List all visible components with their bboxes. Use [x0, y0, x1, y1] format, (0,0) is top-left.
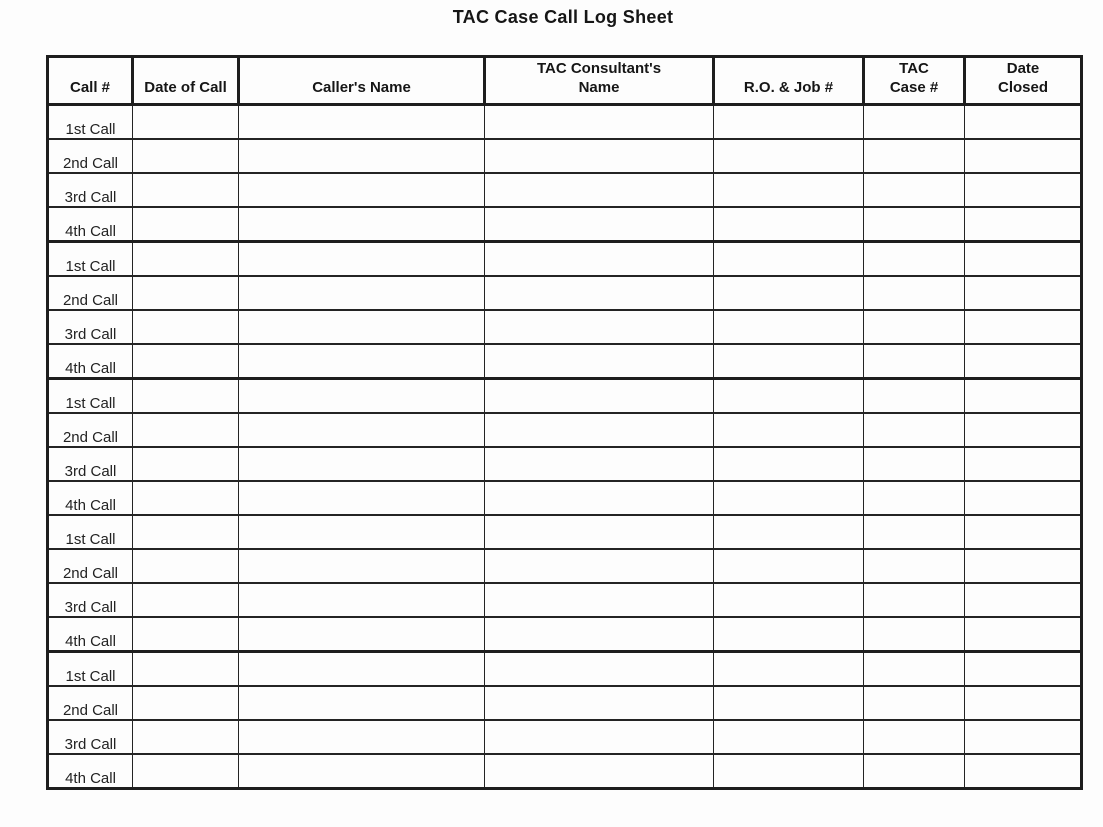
date-of-call-cell	[133, 481, 239, 515]
table-row	[48, 139, 1082, 173]
ro-job-cell	[714, 481, 864, 515]
date-closed-cell	[965, 515, 1082, 549]
callers-name-cell	[239, 651, 485, 686]
ro-job-cell	[714, 241, 864, 276]
table-row	[48, 549, 1082, 583]
header-label: TAC Consultant's	[536, 60, 662, 77]
header-label: TAC	[899, 60, 929, 77]
date-closed-cell	[965, 617, 1082, 652]
date-of-call-cell	[133, 207, 239, 242]
date-closed-cell	[965, 447, 1082, 481]
tac-case-cell	[864, 310, 965, 344]
date-closed-cell	[965, 549, 1082, 583]
table-row	[48, 276, 1082, 310]
callers-name-cell	[239, 104, 485, 139]
call-label-cell: 1st Call	[48, 241, 133, 276]
header-tac-case: TAC Case #	[864, 57, 965, 105]
ro-job-cell	[714, 515, 864, 549]
call-label-cell: 3rd Call	[48, 310, 133, 344]
tac-case-cell	[864, 344, 965, 379]
date-of-call-cell	[133, 651, 239, 686]
date-closed-cell	[965, 651, 1082, 686]
date-of-call-cell	[133, 515, 239, 549]
callers-name-cell	[239, 447, 485, 481]
call-label-cell: 1st Call	[48, 651, 133, 686]
call-label-cell: 1st Call	[48, 104, 133, 139]
consultant-name-cell	[485, 754, 714, 789]
table-row	[48, 207, 1082, 242]
table-row	[48, 686, 1082, 720]
tac-case-cell	[864, 139, 965, 173]
call-label-cell: 3rd Call	[48, 447, 133, 481]
call-label-cell: 2nd Call	[48, 549, 133, 583]
date-of-call-cell	[133, 104, 239, 139]
ro-job-cell	[714, 583, 864, 617]
consultant-name-cell	[485, 207, 714, 242]
date-closed-cell	[965, 344, 1082, 379]
ro-job-cell	[714, 549, 864, 583]
call-label-cell: 4th Call	[48, 344, 133, 379]
header-label: R.O. & Job #	[743, 78, 834, 96]
call-label-cell: 4th Call	[48, 754, 133, 789]
date-closed-cell	[965, 720, 1082, 754]
call-label-cell: 2nd Call	[48, 276, 133, 310]
ro-job-cell	[714, 139, 864, 173]
callers-name-cell	[239, 241, 485, 276]
callers-name-cell	[239, 310, 485, 344]
callers-name-cell	[239, 139, 485, 173]
tac-case-cell	[864, 104, 965, 139]
table-row	[48, 344, 1082, 379]
date-of-call-cell	[133, 447, 239, 481]
table-row	[48, 651, 1082, 686]
ro-job-cell	[714, 344, 864, 379]
table-row	[48, 583, 1082, 617]
callers-name-cell	[239, 617, 485, 652]
table-row	[48, 104, 1082, 139]
date-closed-cell	[965, 310, 1082, 344]
date-closed-cell	[965, 139, 1082, 173]
call-label-cell: 4th Call	[48, 617, 133, 652]
table-row	[48, 413, 1082, 447]
date-of-call-cell	[133, 344, 239, 379]
tac-case-cell	[864, 481, 965, 515]
callers-name-cell	[239, 378, 485, 413]
header-date-of-call	[133, 57, 239, 105]
call-label-cell: 2nd Call	[48, 686, 133, 720]
date-of-call-cell	[133, 378, 239, 413]
consultant-name-cell	[485, 481, 714, 515]
ro-job-cell	[714, 617, 864, 652]
header-label: Call #	[69, 78, 111, 96]
tac-case-cell	[864, 754, 965, 789]
consultant-name-cell	[485, 686, 714, 720]
table-row	[48, 173, 1082, 207]
header-ro-job	[714, 57, 864, 105]
callers-name-cell	[239, 207, 485, 242]
callers-name-cell	[239, 413, 485, 447]
date-of-call-cell	[133, 549, 239, 583]
tac-case-cell	[864, 241, 965, 276]
consultant-name-cell	[485, 378, 714, 413]
ro-job-cell	[714, 651, 864, 686]
date-closed-cell	[965, 583, 1082, 617]
tac-case-cell	[864, 549, 965, 583]
tac-case-cell	[864, 173, 965, 207]
consultant-name-cell	[485, 583, 714, 617]
call-label-cell: 2nd Call	[48, 413, 133, 447]
date-closed-cell	[965, 104, 1082, 139]
call-label-cell: 3rd Call	[48, 720, 133, 754]
tac-case-cell	[864, 276, 965, 310]
call-label-cell: 3rd Call	[48, 173, 133, 207]
callers-name-cell	[239, 344, 485, 379]
date-of-call-cell	[133, 686, 239, 720]
consultant-name-cell	[485, 276, 714, 310]
date-of-call-cell	[133, 720, 239, 754]
consultant-name-cell	[485, 413, 714, 447]
table-row	[48, 515, 1082, 549]
consultant-name-cell	[485, 344, 714, 379]
tac-case-cell	[864, 207, 965, 242]
header-label: Date of Call	[144, 78, 227, 96]
tac-case-cell	[864, 686, 965, 720]
header-call-number	[48, 57, 133, 105]
header-date-closed: Date Closed	[965, 57, 1082, 105]
tac-case-cell	[864, 617, 965, 652]
date-of-call-cell	[133, 754, 239, 789]
callers-name-cell	[239, 720, 485, 754]
tac-case-cell	[864, 651, 965, 686]
date-of-call-cell	[133, 139, 239, 173]
callers-name-cell	[239, 583, 485, 617]
table-row	[48, 720, 1082, 754]
form-title: TAC Case Call Log Sheet	[452, 7, 674, 27]
ro-job-cell	[714, 104, 864, 139]
callers-name-cell	[239, 686, 485, 720]
table-row	[48, 310, 1082, 344]
consultant-name-cell	[485, 173, 714, 207]
table-row	[48, 378, 1082, 413]
call-label-cell: 1st Call	[48, 378, 133, 413]
ro-job-cell	[714, 173, 864, 207]
ro-job-cell	[714, 720, 864, 754]
callers-name-cell	[239, 276, 485, 310]
call-log-body	[48, 104, 1082, 788]
consultant-name-cell	[485, 515, 714, 549]
ro-job-cell	[714, 276, 864, 310]
date-of-call-cell	[133, 173, 239, 207]
consultant-name-cell	[485, 651, 714, 686]
consultant-name-cell	[485, 447, 714, 481]
callers-name-cell	[239, 481, 485, 515]
date-closed-cell	[965, 413, 1082, 447]
date-closed-cell	[965, 173, 1082, 207]
date-closed-cell	[965, 754, 1082, 789]
date-of-call-cell	[133, 310, 239, 344]
tac-case-cell	[864, 720, 965, 754]
table-row	[48, 241, 1082, 276]
consultant-name-cell	[485, 720, 714, 754]
callers-name-cell	[239, 754, 485, 789]
table-row	[48, 447, 1082, 481]
ro-job-cell	[714, 310, 864, 344]
date-of-call-cell	[133, 617, 239, 652]
header-label: Date	[1006, 60, 1040, 77]
tac-case-cell	[864, 583, 965, 617]
consultant-name-cell	[485, 139, 714, 173]
call-label-cell: 2nd Call	[48, 139, 133, 173]
ro-job-cell	[714, 378, 864, 413]
tac-case-cell	[864, 447, 965, 481]
tac-case-cell	[864, 378, 965, 413]
date-of-call-cell	[133, 276, 239, 310]
consultant-name-cell	[485, 617, 714, 652]
consultant-name-cell	[485, 310, 714, 344]
date-of-call-cell	[133, 413, 239, 447]
table-row	[48, 481, 1082, 515]
callers-name-cell	[239, 515, 485, 549]
ro-job-cell	[714, 754, 864, 789]
date-closed-cell	[965, 241, 1082, 276]
date-of-call-cell	[133, 583, 239, 617]
date-closed-cell	[965, 481, 1082, 515]
date-closed-cell	[965, 207, 1082, 242]
date-closed-cell	[965, 276, 1082, 310]
ro-job-cell	[714, 207, 864, 242]
table-row	[48, 617, 1082, 652]
table-header-row	[48, 57, 1082, 105]
date-closed-cell	[965, 378, 1082, 413]
callers-name-cell	[239, 549, 485, 583]
header-label: Caller's Name	[312, 78, 411, 96]
header-consultant-name: TAC Consultant's Name	[485, 57, 714, 105]
tac-case-cell	[864, 515, 965, 549]
ro-job-cell	[714, 413, 864, 447]
tac-case-cell	[864, 413, 965, 447]
consultant-name-cell	[485, 241, 714, 276]
call-log-table	[46, 55, 1083, 790]
call-label-cell: 4th Call	[48, 481, 133, 515]
callers-name-cell	[239, 173, 485, 207]
table-row	[48, 754, 1082, 789]
call-label-cell: 1st Call	[48, 515, 133, 549]
ro-job-cell	[714, 447, 864, 481]
call-label-cell: 4th Call	[48, 207, 133, 242]
call-label-cell: 3rd Call	[48, 583, 133, 617]
date-closed-cell	[965, 686, 1082, 720]
consultant-name-cell	[485, 104, 714, 139]
header-callers-name	[239, 57, 485, 105]
ro-job-cell	[714, 686, 864, 720]
date-of-call-cell	[133, 241, 239, 276]
consultant-name-cell	[485, 549, 714, 583]
